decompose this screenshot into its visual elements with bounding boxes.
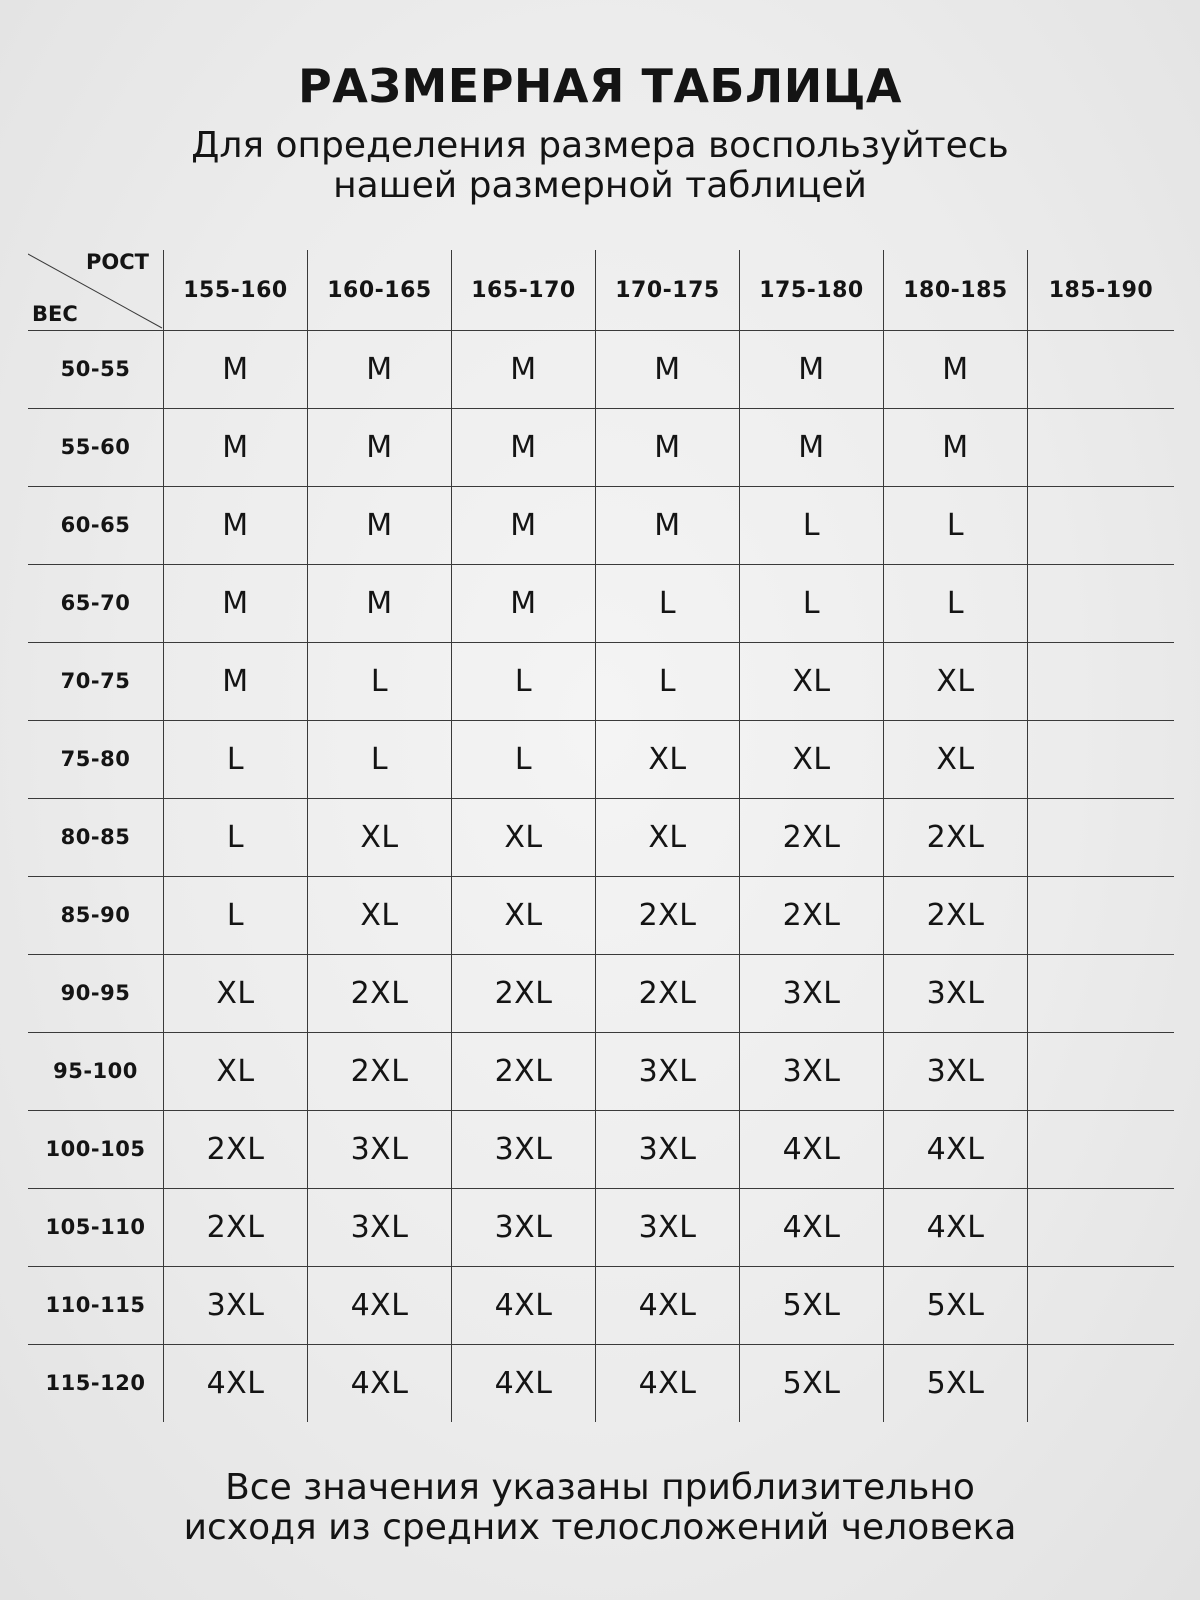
size-cell	[884, 1110, 1028, 1188]
size-value: 2XL	[782, 819, 841, 855]
size-value: 5XL	[926, 1365, 985, 1401]
size-cell	[884, 1188, 1028, 1266]
size-cell	[1028, 1266, 1174, 1344]
weight-axis-label: ВЕС	[32, 302, 78, 326]
size-cell	[308, 642, 452, 720]
size-cell	[452, 1110, 596, 1188]
size-cell	[884, 1344, 1028, 1422]
size-cell	[308, 1188, 452, 1266]
size-cell	[164, 330, 308, 408]
size-cell	[884, 408, 1028, 486]
subtitle	[0, 126, 1200, 206]
size-cell	[452, 720, 596, 798]
size-value: L	[370, 741, 389, 777]
height-column-label: 170-175	[615, 277, 720, 303]
footer-line: Все значения указаны приблизительно	[225, 1467, 975, 1508]
size-value: 2XL	[638, 975, 697, 1011]
size-cell	[740, 1032, 884, 1110]
size-cell	[740, 330, 884, 408]
size-value: 2XL	[926, 819, 985, 855]
size-value: XL	[216, 975, 255, 1011]
size-cell	[596, 1032, 740, 1110]
size-cell	[452, 642, 596, 720]
size-value: 3XL	[926, 975, 985, 1011]
weight-range-label: 70-75	[60, 669, 131, 693]
size-cell	[884, 564, 1028, 642]
size-cell	[596, 642, 740, 720]
size-cell	[164, 486, 308, 564]
weight-range-label: 75-80	[60, 747, 131, 771]
size-value: XL	[504, 819, 543, 855]
size-value: 4XL	[206, 1365, 265, 1401]
size-value: XL	[936, 663, 975, 699]
size-cell	[884, 1032, 1028, 1110]
size-value: M	[654, 429, 681, 465]
size-value: M	[222, 351, 249, 387]
size-value: 4XL	[782, 1131, 841, 1167]
size-value: 3XL	[926, 1053, 985, 1089]
size-value: 3XL	[638, 1131, 697, 1167]
table-row	[28, 1188, 1174, 1267]
table-row	[28, 798, 1174, 877]
size-cell	[308, 564, 452, 642]
height-column-header	[164, 250, 308, 330]
size-cell	[884, 642, 1028, 720]
size-cell	[452, 1266, 596, 1344]
height-column-header	[884, 250, 1028, 330]
size-cell	[452, 1344, 596, 1422]
page-title: РАЗМЕРНАЯ ТАБЛИЦА	[298, 59, 902, 113]
size-value: 2XL	[494, 975, 553, 1011]
size-cell	[740, 876, 884, 954]
size-value: 3XL	[782, 1053, 841, 1089]
size-cell	[1028, 564, 1174, 642]
table-corner-cell	[28, 250, 164, 330]
size-cell	[1028, 642, 1174, 720]
weight-range-label: 80-85	[60, 825, 131, 849]
size-cell	[884, 1266, 1028, 1344]
size-value: M	[222, 663, 249, 699]
height-column-label: 175-180	[759, 277, 864, 303]
weight-range-label: 100-105	[45, 1137, 146, 1161]
size-value: XL	[936, 741, 975, 777]
size-cell	[164, 720, 308, 798]
size-cell	[164, 642, 308, 720]
size-value: M	[798, 429, 825, 465]
size-cell	[740, 720, 884, 798]
size-cell	[452, 1188, 596, 1266]
size-value: 3XL	[494, 1131, 553, 1167]
table-row	[28, 1344, 1174, 1422]
size-cell	[740, 1188, 884, 1266]
size-value: 5XL	[782, 1365, 841, 1401]
size-value: XL	[504, 897, 543, 933]
weight-range-label: 85-90	[60, 903, 131, 927]
size-cell	[884, 798, 1028, 876]
size-value: 3XL	[350, 1209, 409, 1245]
weight-row-header	[28, 330, 164, 408]
weight-range-label: 115-120	[45, 1371, 146, 1395]
footer-line: исходя из средних телосложений человека	[183, 1507, 1017, 1548]
size-cell	[452, 798, 596, 876]
weight-row-header	[28, 1344, 164, 1422]
size-value: XL	[792, 741, 831, 777]
size-cell	[1028, 330, 1174, 408]
size-value: 2XL	[206, 1131, 265, 1167]
size-cell	[164, 1032, 308, 1110]
size-cell	[740, 642, 884, 720]
size-cell	[164, 564, 308, 642]
size-value: XL	[216, 1053, 255, 1089]
height-axis-label: РОСТ	[86, 250, 149, 274]
size-value: L	[946, 585, 965, 621]
size-cell	[308, 876, 452, 954]
size-value: 4XL	[638, 1365, 697, 1401]
size-cell	[596, 954, 740, 1032]
size-value: 4XL	[782, 1209, 841, 1245]
size-value: 2XL	[350, 975, 409, 1011]
size-cell	[164, 1266, 308, 1344]
size-value: 5XL	[782, 1287, 841, 1323]
weight-range-label: 110-115	[45, 1293, 146, 1317]
size-value: XL	[648, 741, 687, 777]
size-cell	[452, 954, 596, 1032]
size-value: M	[510, 351, 537, 387]
size-value: L	[802, 507, 821, 543]
size-value: 4XL	[494, 1365, 553, 1401]
size-value: 2XL	[350, 1053, 409, 1089]
size-value: M	[222, 429, 249, 465]
size-value: 4XL	[350, 1365, 409, 1401]
weight-row-header	[28, 876, 164, 954]
table-row	[28, 1266, 1174, 1345]
weight-row-header	[28, 1266, 164, 1344]
size-cell	[596, 798, 740, 876]
size-value: 2XL	[494, 1053, 553, 1089]
size-cell	[164, 1110, 308, 1188]
size-cell	[884, 954, 1028, 1032]
size-value: L	[226, 819, 245, 855]
size-value: L	[514, 663, 533, 699]
size-cell	[1028, 798, 1174, 876]
size-cell	[740, 798, 884, 876]
size-value: 3XL	[350, 1131, 409, 1167]
size-value: 4XL	[638, 1287, 697, 1323]
weight-row-header	[28, 642, 164, 720]
size-value: 2XL	[206, 1209, 265, 1245]
size-cell	[452, 1032, 596, 1110]
weight-row-header	[28, 486, 164, 564]
size-value: 3XL	[206, 1287, 265, 1323]
size-cell	[308, 486, 452, 564]
size-value: L	[802, 585, 821, 621]
table-row	[28, 486, 1174, 565]
size-table	[28, 250, 1174, 1445]
size-cell	[308, 330, 452, 408]
size-value: L	[514, 741, 533, 777]
size-cell	[884, 720, 1028, 798]
size-cell	[1028, 1110, 1174, 1188]
table-row	[28, 642, 1174, 721]
size-value: 4XL	[350, 1287, 409, 1323]
size-value: 2XL	[638, 897, 697, 933]
size-cell	[884, 330, 1028, 408]
size-cell	[308, 720, 452, 798]
size-cell	[740, 486, 884, 564]
size-cell	[596, 408, 740, 486]
table-header-row	[28, 250, 1174, 331]
size-value: M	[654, 351, 681, 387]
size-value: 3XL	[638, 1209, 697, 1245]
weight-row-header	[28, 564, 164, 642]
table-row	[28, 564, 1174, 643]
size-value: L	[658, 663, 677, 699]
table-row	[28, 720, 1174, 799]
weight-range-label: 95-100	[53, 1059, 138, 1083]
size-cell	[164, 408, 308, 486]
table-row	[28, 330, 1174, 409]
size-value: M	[366, 351, 393, 387]
size-cell	[596, 486, 740, 564]
size-value: 2XL	[782, 897, 841, 933]
table-row	[28, 1110, 1174, 1189]
size-value: 4XL	[926, 1131, 985, 1167]
size-cell	[308, 1266, 452, 1344]
subtitle-line: Для определения размера воспользуйтесь	[191, 125, 1009, 166]
height-column-header	[452, 250, 596, 330]
size-value: M	[654, 507, 681, 543]
size-cell	[452, 330, 596, 408]
size-cell	[596, 720, 740, 798]
table-row	[28, 954, 1174, 1033]
size-cell	[452, 486, 596, 564]
size-cell	[164, 1344, 308, 1422]
size-value: M	[366, 585, 393, 621]
weight-row-header	[28, 1110, 164, 1188]
table-row	[28, 1032, 1174, 1111]
weight-range-label: 65-70	[60, 591, 131, 615]
size-cell	[1028, 954, 1174, 1032]
size-cell	[740, 1110, 884, 1188]
weight-range-label: 105-110	[45, 1215, 146, 1239]
size-value: M	[510, 585, 537, 621]
weight-row-header	[28, 720, 164, 798]
size-value: 5XL	[926, 1287, 985, 1323]
size-value: XL	[360, 897, 399, 933]
size-cell	[308, 408, 452, 486]
size-cell	[596, 1188, 740, 1266]
weight-range-label: 60-65	[60, 513, 131, 537]
size-cell	[596, 1344, 740, 1422]
size-cell	[740, 408, 884, 486]
size-cell	[164, 876, 308, 954]
size-value: M	[222, 507, 249, 543]
size-cell	[884, 876, 1028, 954]
size-cell	[452, 564, 596, 642]
size-cell	[1028, 1344, 1174, 1422]
size-cell	[1028, 876, 1174, 954]
height-column-label: 155-160	[183, 277, 288, 303]
size-value: XL	[792, 663, 831, 699]
height-column-label: 180-185	[903, 277, 1008, 303]
size-cell	[884, 486, 1028, 564]
size-value: XL	[360, 819, 399, 855]
size-cell	[164, 1188, 308, 1266]
size-value: M	[366, 507, 393, 543]
footer-note	[0, 1468, 1200, 1548]
weight-range-label: 50-55	[60, 357, 131, 381]
size-cell	[164, 954, 308, 1032]
size-value: 2XL	[926, 897, 985, 933]
weight-row-header	[28, 1032, 164, 1110]
height-column-header	[596, 250, 740, 330]
size-cell	[308, 954, 452, 1032]
size-value: XL	[648, 819, 687, 855]
weight-range-label: 55-60	[60, 435, 131, 459]
size-value: 3XL	[638, 1053, 697, 1089]
size-cell	[596, 564, 740, 642]
weight-row-header	[28, 408, 164, 486]
size-value: M	[510, 507, 537, 543]
size-value: 3XL	[782, 975, 841, 1011]
size-value: L	[226, 741, 245, 777]
size-cell	[1028, 408, 1174, 486]
size-cell	[740, 1344, 884, 1422]
height-column-header	[308, 250, 452, 330]
size-cell	[1028, 720, 1174, 798]
size-cell	[308, 1032, 452, 1110]
weight-row-header	[28, 798, 164, 876]
table-row	[28, 408, 1174, 487]
size-value: L	[226, 897, 245, 933]
size-cell	[452, 408, 596, 486]
size-value: M	[222, 585, 249, 621]
size-cell	[596, 1110, 740, 1188]
size-cell	[308, 798, 452, 876]
size-value: M	[510, 429, 537, 465]
size-cell	[596, 1266, 740, 1344]
size-value: M	[942, 351, 969, 387]
size-value: L	[658, 585, 677, 621]
size-cell	[308, 1110, 452, 1188]
height-column-label: 185-190	[1048, 277, 1154, 303]
size-cell	[164, 798, 308, 876]
size-cell	[740, 954, 884, 1032]
size-value: M	[366, 429, 393, 465]
weight-row-header	[28, 954, 164, 1032]
table-row	[28, 876, 1174, 955]
size-value: L	[370, 663, 389, 699]
size-cell	[740, 1266, 884, 1344]
height-column-header	[740, 250, 884, 330]
height-column-label: 160-165	[327, 277, 432, 303]
weight-row-header	[28, 1188, 164, 1266]
size-value: M	[798, 351, 825, 387]
size-cell	[1028, 1188, 1174, 1266]
size-cell	[596, 876, 740, 954]
height-column-header	[1028, 250, 1174, 330]
size-cell	[452, 876, 596, 954]
size-cell	[596, 330, 740, 408]
size-value: 4XL	[926, 1209, 985, 1245]
size-cell	[308, 1344, 452, 1422]
subtitle-line: нашей размерной таблицей	[333, 165, 867, 206]
size-value: L	[946, 507, 965, 543]
size-cell	[1028, 1032, 1174, 1110]
size-value: 3XL	[494, 1209, 553, 1245]
weight-range-label: 90-95	[60, 981, 131, 1005]
size-value: M	[942, 429, 969, 465]
height-column-label: 165-170	[471, 277, 576, 303]
size-value: 4XL	[494, 1287, 553, 1323]
size-cell	[740, 564, 884, 642]
size-cell	[1028, 486, 1174, 564]
